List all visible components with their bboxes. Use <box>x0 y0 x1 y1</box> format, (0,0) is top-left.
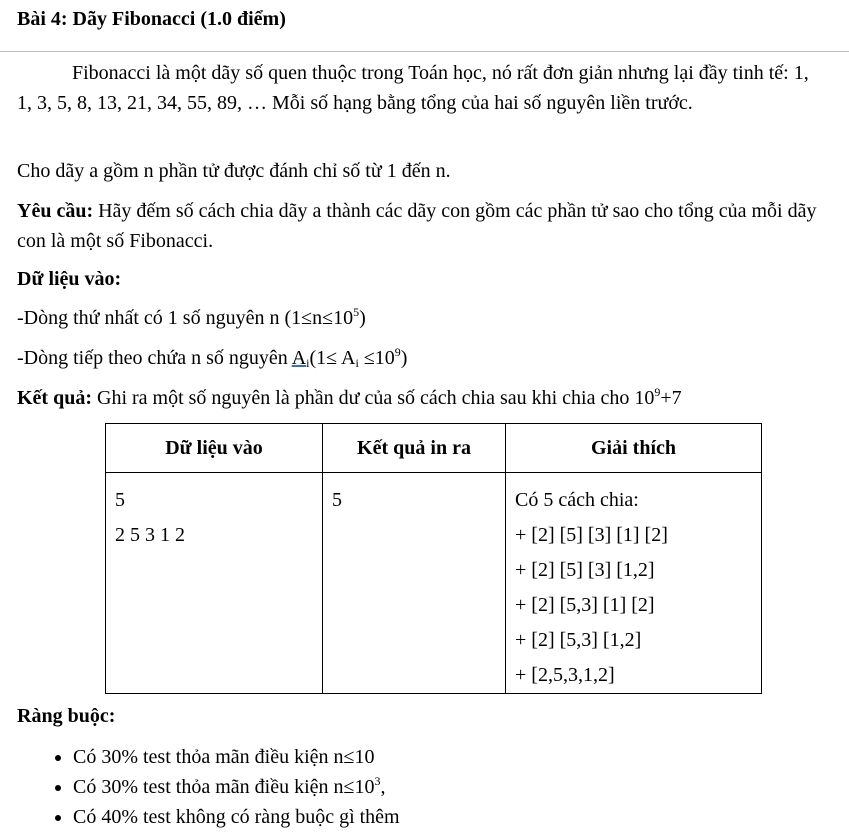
constraint-item <box>73 742 400 772</box>
output-suffix: +7 <box>660 387 682 409</box>
example-output-cell <box>323 473 506 694</box>
explanation-line: + [2,5,3,1,2] <box>515 664 615 686</box>
header-explanation: Giải thích <box>506 424 762 473</box>
problem-title: Bài 4: Dãy Fibonacci (1.0 điểm) <box>17 8 286 30</box>
header-input: Dữ liệu vào <box>106 424 323 473</box>
given-statement: Cho dãy a gồm n phần tử được đánh chỉ số từ 1 đến n. <box>17 160 451 182</box>
explanation-line: + [2] [5,3] [1,2] <box>515 629 642 651</box>
var-a-sub: i <box>306 356 310 370</box>
example-table-row <box>106 473 762 694</box>
input-line-1-text: -Dòng thứ nhất có 1 số nguyên n (1≤n≤10 <box>17 307 354 329</box>
title-divider <box>0 51 849 52</box>
constraint-exponent: 3 <box>374 774 381 788</box>
example-input-line: 2 5 3 1 2 <box>115 524 185 546</box>
explanation-line: + [2] [5] [3] [1,2] <box>515 559 655 581</box>
example-output-line: 5 <box>332 489 342 511</box>
intro-paragraph: Fibonacci là một dãy số quen thuộc trong Toán học, nó rất đơn giản nhưng lại đầy tinh tế: 1, 1, 3, 5, 8, 13, 21, 34, 55, 89, … Mỗi số hạng bằng tổng của hai số nguyên liền trước. <box>17 62 809 114</box>
constraint-suffix: , <box>380 776 386 798</box>
input-line-2-end: ) <box>400 347 408 369</box>
explanation-line: + [2] [5,3] [1] [2] <box>515 594 655 616</box>
example-explanation-cell <box>506 473 762 694</box>
explanation-line: Có 5 cách chia: <box>515 489 639 511</box>
header-output: Kết quả in ra <box>323 424 506 473</box>
input-line-2 <box>17 343 823 373</box>
example-input-cell <box>106 473 323 694</box>
requirement-paragraph <box>17 196 823 256</box>
constraints-label: Ràng buộc: <box>17 705 116 727</box>
requirement-label: Yêu cầu: <box>17 200 94 222</box>
input-line-2-mid-sub: i <box>355 356 359 370</box>
explanation-line: + [2] [5] [3] [1] [2] <box>515 524 668 546</box>
constraint-text: Có 40% test không có ràng buộc gì thêm <box>73 806 400 828</box>
constraint-item <box>73 772 400 802</box>
constraint-item <box>73 802 400 832</box>
output-paragraph <box>17 383 823 413</box>
input-line-2-text: -Dòng tiếp theo chứa n số nguyên <box>17 347 292 369</box>
input-line-2-tail: ≤10 <box>358 347 395 369</box>
requirement-text: Hãy đếm số cách chia dãy a thành các dãy con gồm các phần tử sao cho tổng của mỗi dãy con là một số Fibonacci. <box>17 200 817 252</box>
input-line-1-suffix: ) <box>359 307 366 329</box>
input-line-2-var <box>292 347 310 369</box>
example-table <box>105 423 762 694</box>
example-input-line: 5 <box>115 489 125 511</box>
input-line-2-mid: (1≤ A <box>309 347 356 369</box>
input-label: Dữ liệu vào: <box>17 268 122 290</box>
output-text: Ghi ra một số nguyên là phần dư của số cách chia sau khi chia cho 10 <box>97 387 655 409</box>
input-heading <box>17 264 823 294</box>
constraint-text: Có 30% test thỏa mãn điều kiện n≤10 <box>73 776 375 798</box>
example-table-header-row <box>106 424 762 473</box>
constraint-text: Có 30% test thỏa mãn điều kiện n≤10 <box>73 746 375 768</box>
var-a: A <box>291 347 307 369</box>
constraints-list <box>40 742 400 832</box>
input-line-1 <box>17 303 823 333</box>
input-line-1-exponent: 5 <box>353 305 360 319</box>
input-line-2-exponent: 9 <box>394 345 401 359</box>
output-label: Kết quả: <box>17 387 92 409</box>
output-exponent: 9 <box>654 385 661 399</box>
constraints-heading <box>17 701 823 731</box>
